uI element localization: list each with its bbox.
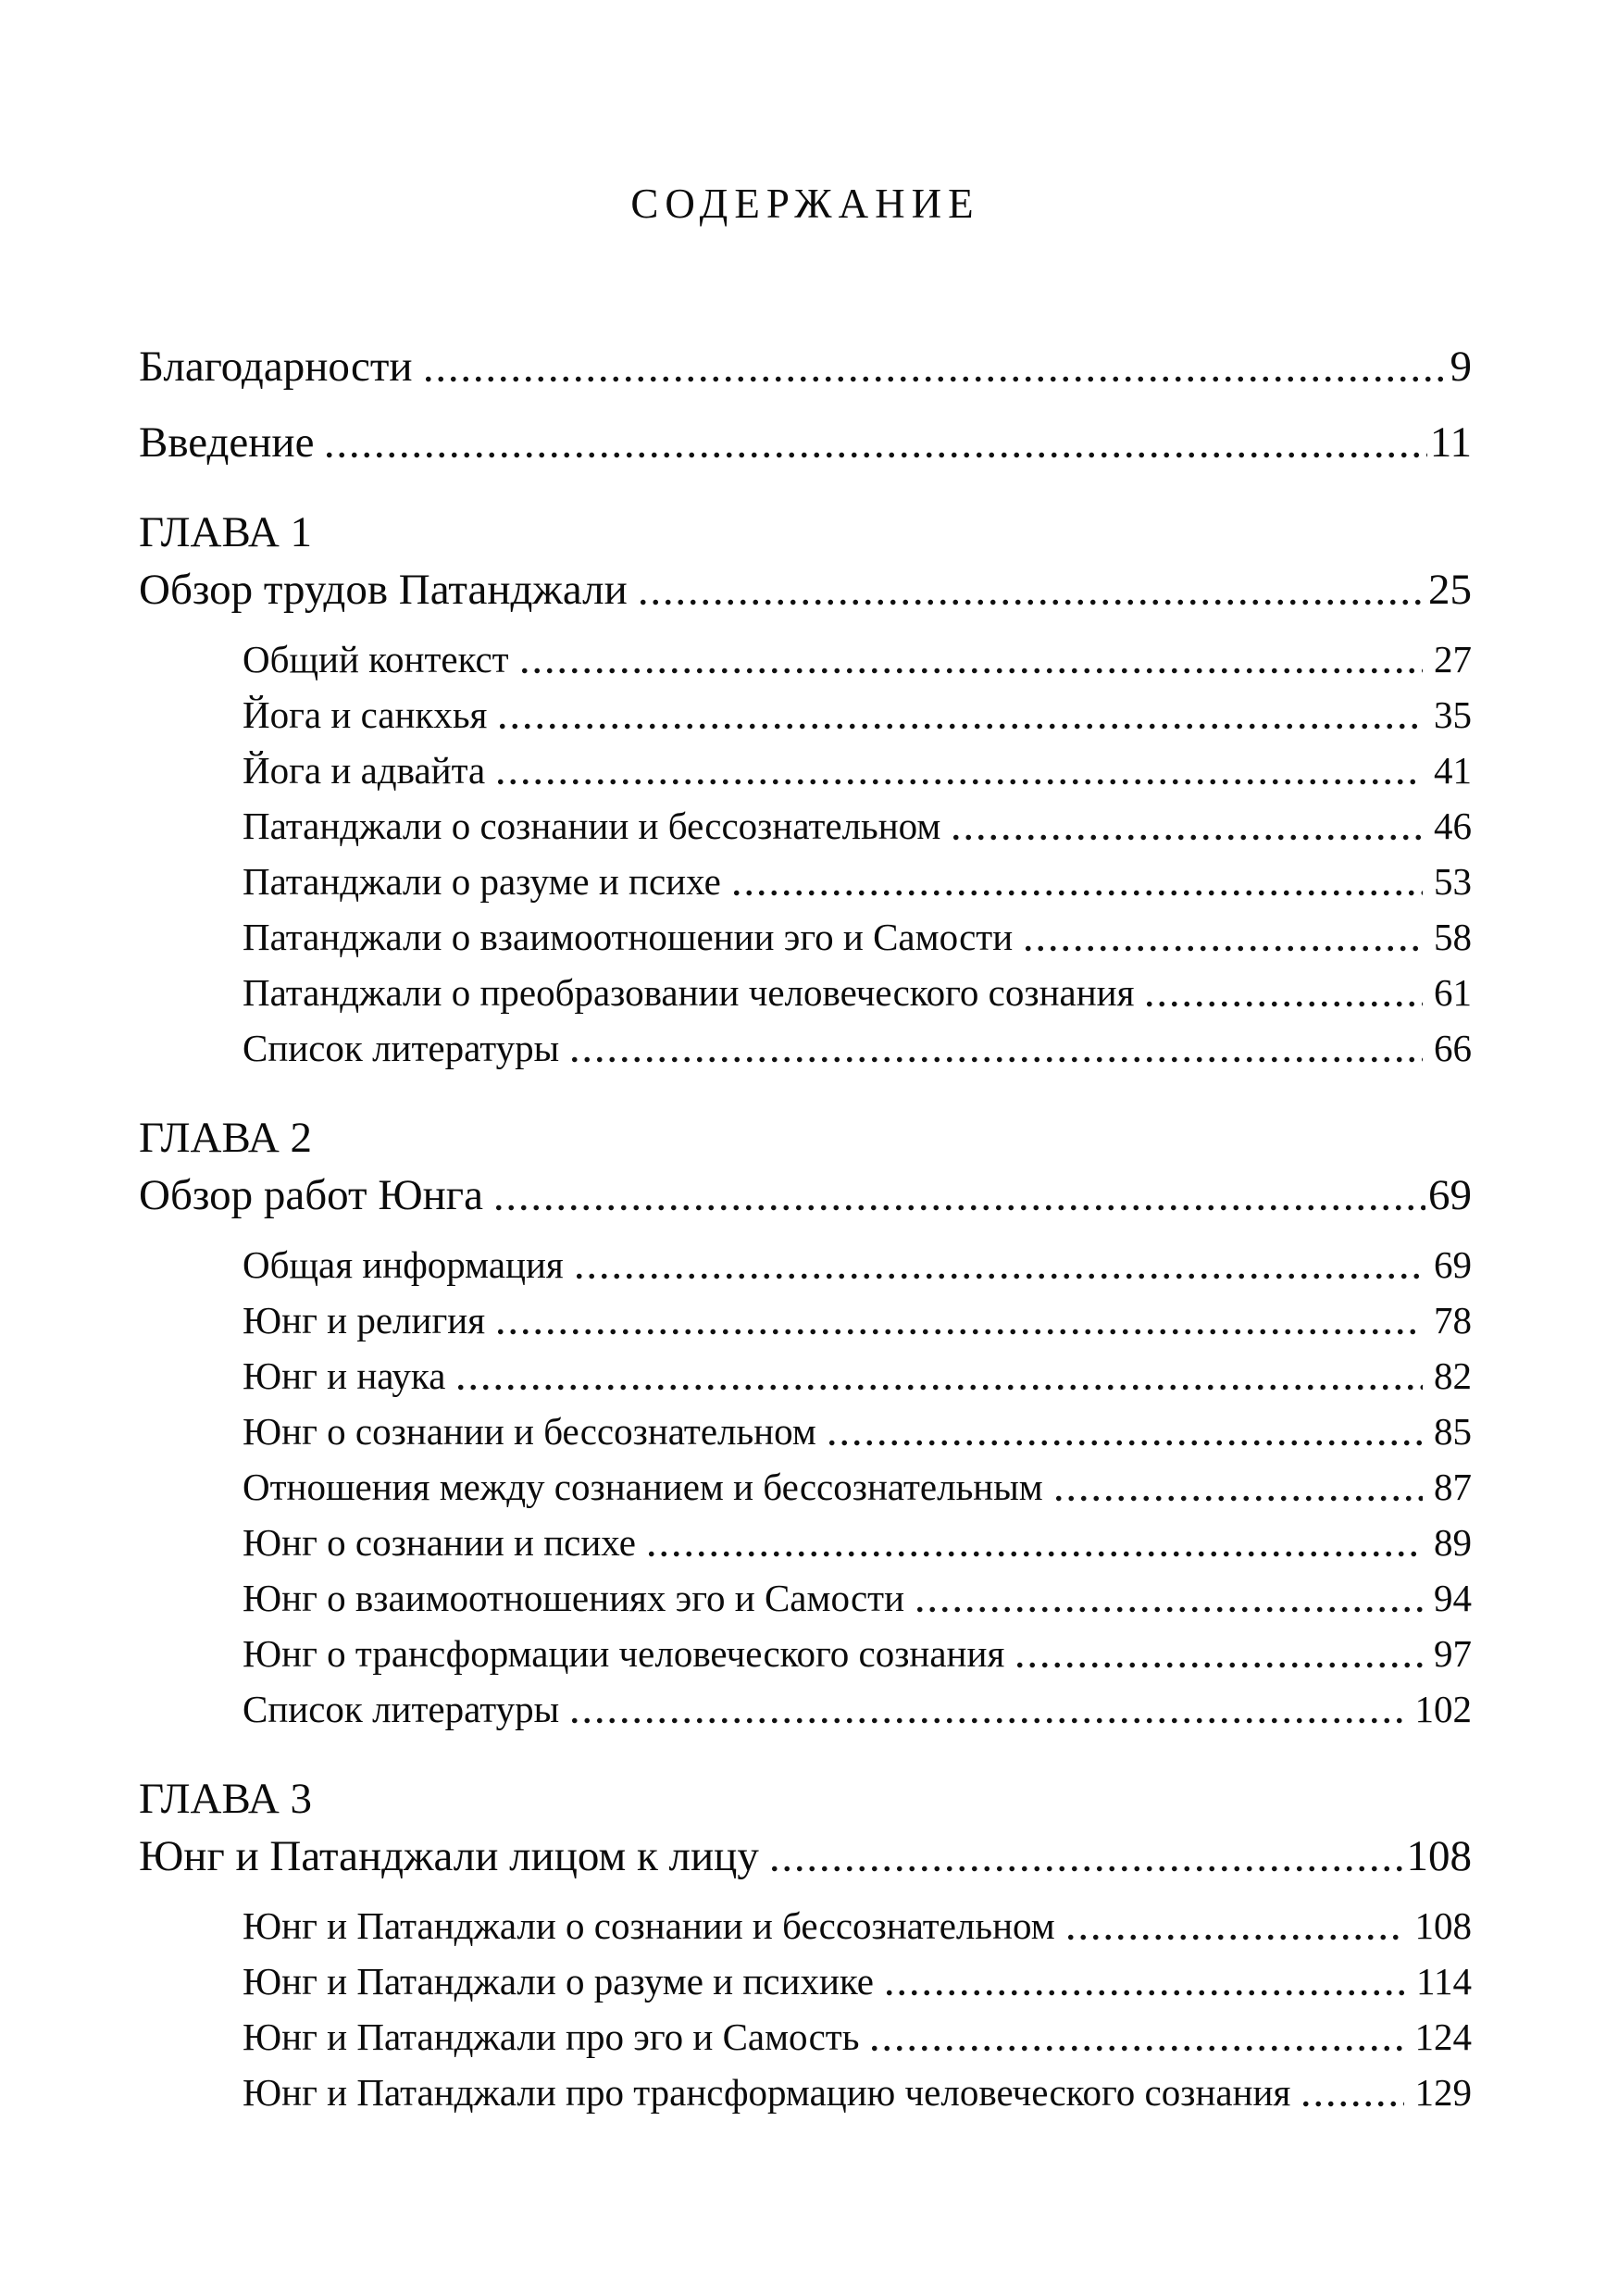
toc-entry-section [243,965,1472,1020]
dot-leader [323,452,1426,458]
toc-entry-page-number: 35 [1434,693,1472,736]
toc-entry-page-number: 58 [1434,916,1472,958]
chapter-title-slot [139,1167,1472,1224]
toc-chapter-1 [139,504,1472,1076]
toc-entry-page-number: 69 [1434,1243,1472,1286]
toc-entry-label: Йога и санкхья [243,693,488,736]
chapter-sections [139,1898,1472,2120]
toc-entry-page-number: 11 [1429,418,1472,467]
toc-entry-page-number: 94 [1434,1577,1472,1619]
toc-entry-page-number: 69 [1428,1171,1472,1219]
toc-entry-section [243,1515,1472,1570]
toc-entry-page-number: 46 [1434,805,1472,847]
toc-chapter-3 [139,1770,1472,2120]
toc-entry-label: Обзор работ Юнга [139,1171,483,1219]
toc-entry-section [243,1020,1472,1076]
toc-entry-front-matter [139,415,1472,470]
dot-leader [914,1606,1423,1613]
toc-entry-label: Юнг о трансформации человеческого сознания [243,1632,1005,1675]
toc-entry-section [243,1681,1472,1737]
toc-entry-front-matter [139,339,1472,394]
dot-leader [637,599,1425,605]
toc-entry-chapter-title [139,1167,1472,1224]
toc-entry-label: Юнг и Патанджали о разуме и психике [243,1960,874,2003]
toc-entry-page-number: 9 [1450,343,1472,391]
toc-entry-page-number: 66 [1434,1027,1472,1069]
toc-entry-label: Юнг о сознании и бессознательном [243,1410,816,1453]
toc-entry-label: Благодарности [139,343,413,391]
chapter-title-slot [139,561,1472,618]
dot-leader [950,834,1423,841]
dot-leader [496,723,1423,730]
chapter-title-slot [139,1828,1472,1885]
toc-entry-page-number: 78 [1434,1299,1472,1341]
toc-entry-section [243,2065,1472,2120]
dot-leader [826,1440,1423,1446]
toc-entry-chapter-title [139,561,1472,618]
front-matter-list [139,339,1472,470]
dot-leader [492,1204,1425,1211]
toc-entry-section [243,1626,1472,1681]
chapter-heading: ГЛАВА 3 [139,1775,313,1823]
toc-entry-page-number: 25 [1428,566,1472,614]
toc-entry-label: Патанджали о взаимоотношении эго и Самости [243,916,1014,958]
toc-entry-page-number: 102 [1414,1688,1472,1730]
toc-entry-label: Обзор трудов Патанджали [139,566,628,614]
page-title: СОДЕРЖАНИЕ [630,181,980,227]
dot-leader [1143,1001,1423,1007]
dot-leader [494,779,1423,785]
toc-entry-label: Йога и адвайта [243,749,486,792]
toc-entry-page-number: 53 [1434,860,1472,903]
toc-entry-page-number: 89 [1434,1521,1472,1564]
toc-entry-section [243,1898,1472,1953]
toc-entry-label: Введение [139,418,315,467]
toc-entry-page-number: 114 [1416,1960,1472,2003]
toc-entry-label: Список литературы [243,1027,560,1069]
chapter-sections [139,631,1472,1076]
toc-entry-label: Юнг и Патанджали лицом к лицу [139,1832,759,1880]
toc-entry-section [243,854,1472,909]
toc-entry-page-number: 82 [1434,1354,1472,1397]
toc-entry-section [243,1348,1472,1404]
chapter-list [139,504,1472,2120]
toc-entry-page-number: 27 [1434,638,1472,680]
toc-entry-label: Отношения между сознанием и бессознательным [243,1466,1043,1508]
toc-entry-label: Общий контекст [243,638,509,680]
dot-leader [573,1273,1423,1279]
toc-entry-section [243,909,1472,965]
toc-entry-section [243,1570,1472,1626]
dot-leader [454,1384,1423,1391]
toc-entry-label: Патанджали о сознании и бессознательном [243,805,941,847]
chapter-heading: ГЛАВА 2 [139,1114,313,1162]
toc-entry-section [243,1237,1472,1292]
toc-entry-section [243,1459,1472,1515]
dot-leader [1022,945,1423,952]
toc-entry-section [243,2009,1472,2065]
toc-entry-label: Юнг и наука [243,1354,446,1397]
toc-entry-page-number: 129 [1414,2071,1472,2114]
dot-leader [1052,1495,1423,1502]
toc-entry-section [243,1404,1472,1459]
chapter-sections [139,1237,1472,1737]
toc-entry-page-number: 85 [1434,1410,1472,1453]
dot-leader [568,1056,1423,1063]
dot-leader [868,2045,1403,2052]
dot-leader [730,890,1423,896]
toc-entry-section [243,798,1472,854]
toc-entry-label: Юнг и Патанджали про эго и Самость [243,2015,860,2058]
toc-entry-page-number: 87 [1434,1466,1472,1508]
dot-leader [568,1717,1403,1724]
chapter-heading: ГЛАВА 1 [139,508,313,556]
toc-entry-label: Юнг и Патанджали о сознании и бессознательном [243,1904,1055,1947]
toc-entry-label: Юнг о взаимоотношениях эго и Самости [243,1577,905,1619]
toc-entry-label: Патанджали о разуме и психе [243,860,721,903]
dot-leader [422,376,1448,382]
toc-entry-label: Общая информация [243,1243,564,1286]
dot-leader [494,1329,1423,1335]
dot-leader [518,668,1423,674]
toc-entry-section [243,687,1472,742]
dot-leader [768,1866,1404,1872]
toc-entry-page-number: 61 [1434,971,1472,1014]
toc-entry-section [243,742,1472,798]
dot-leader [1064,1934,1404,1940]
toc-entry-label: Патанджали о преобразовании человеческого сознания [243,971,1135,1014]
toc-entry-label: Юнг и Патанджали про трансформацию человеческого сознания [243,2071,1291,2114]
dot-leader [645,1551,1423,1557]
toc-entry-label: Список литературы [243,1688,560,1730]
dot-leader [1300,2101,1403,2107]
toc-entry-page-number: 97 [1434,1632,1472,1675]
toc-entry-section [243,1292,1472,1348]
toc-entry-page-number: 41 [1434,749,1472,792]
toc-entry-section [243,1953,1472,2009]
dot-leader [1014,1662,1423,1668]
toc-entry-label: Юнг о сознании и психе [243,1521,636,1564]
toc-entry-section [243,631,1472,687]
toc-entry-chapter-title [139,1828,1472,1885]
toc-entry-page-number: 124 [1414,2015,1472,2058]
dot-leader [883,1990,1405,1996]
toc-entry-label: Юнг и религия [243,1299,486,1341]
toc-entry-page-number: 108 [1406,1832,1472,1880]
toc-entry-page-number: 108 [1414,1904,1472,1947]
toc-chapter-2 [139,1109,1472,1737]
